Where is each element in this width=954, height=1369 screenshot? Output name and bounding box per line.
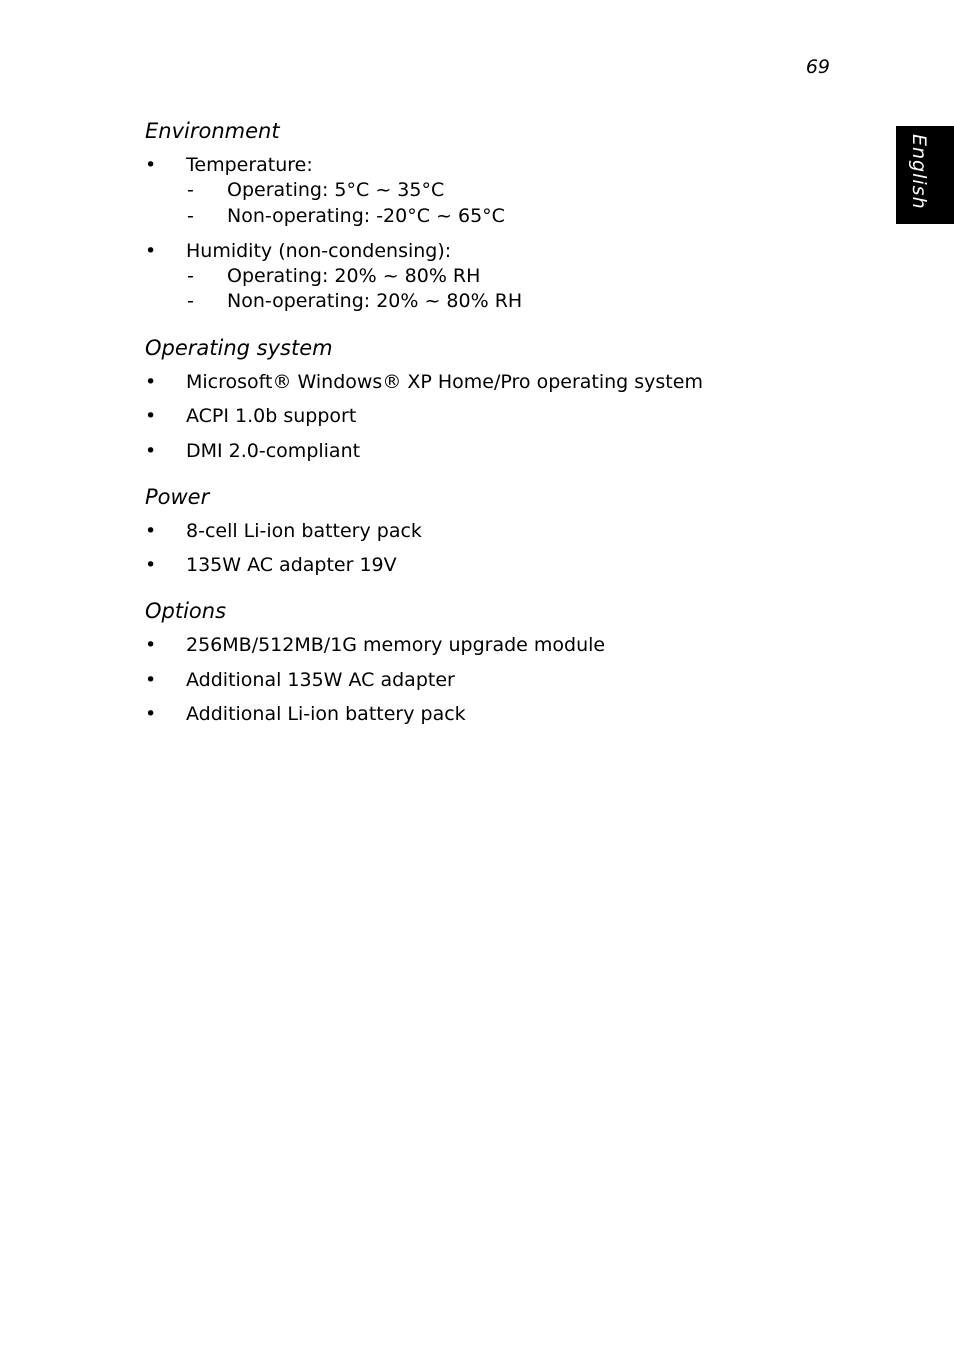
bullet-mark: • [145, 239, 157, 262]
bullet-mark: • [145, 405, 157, 427]
section-heading: Power [145, 484, 210, 509]
bullet-mark: • [145, 439, 157, 462]
sub-list-item-text: Non-operating: 20% ~ 80% RH [227, 290, 523, 312]
list-item-text: Microsoft® Windows® XP Home/Pro operating system [186, 370, 703, 393]
section-heading: Environment [145, 119, 280, 143]
sub-list [186, 178, 845, 229]
sub-list-item [186, 204, 845, 230]
list-item-text: 256MB/512MB/1G memory upgrade module [186, 634, 606, 656]
list-item [145, 553, 845, 578]
dash-mark: - [187, 264, 194, 287]
list-item-text: 135W AC adapter 19V [186, 554, 397, 576]
language-side-tab [896, 126, 954, 224]
sub-list-item-text: Operating: 5°C ~ 35°C [227, 179, 445, 201]
list-item-text: 8-cell Li-ion battery pack [186, 519, 422, 542]
sub-list-item-text: Non-operating: -20°C ~ 65°C [227, 204, 505, 227]
bullet-mark: • [145, 554, 157, 576]
list-item [145, 519, 845, 544]
list-item [145, 439, 845, 464]
bullet-mark: • [145, 519, 157, 542]
sub-list [186, 264, 845, 315]
bullet-list [145, 633, 845, 727]
section-heading: Options [145, 599, 227, 623]
list-item [145, 370, 845, 395]
section-operating-system [145, 333, 845, 464]
spec-content [145, 116, 845, 745]
bullet-list [145, 519, 845, 579]
bullet-mark: • [145, 634, 157, 656]
list-item [145, 668, 845, 693]
list-item-text: Additional 135W AC adapter [186, 668, 455, 691]
list-item-text: DMI 2.0-compliant [186, 439, 361, 462]
dash-mark: - [187, 204, 194, 227]
section-heading: Operating system [145, 335, 333, 360]
dash-mark: - [187, 290, 194, 312]
dash-mark: - [187, 179, 194, 201]
bullet-list [145, 370, 845, 464]
sub-list-item [186, 289, 845, 315]
sub-list-item [186, 264, 845, 290]
list-item-text: Temperature: [186, 154, 313, 176]
list-item [145, 702, 845, 727]
bullet-mark: • [145, 370, 157, 393]
list-item [145, 633, 845, 658]
section-power [145, 482, 845, 579]
page-number: 69 [805, 56, 830, 78]
list-item-text: ACPI 1.0b support [186, 405, 357, 427]
section-environment [145, 116, 845, 315]
list-item [145, 153, 845, 229]
sub-list-item-text: Operating: 20% ~ 80% RH [227, 264, 481, 287]
bullet-mark: • [145, 154, 157, 176]
list-item [145, 404, 845, 429]
bullet-list [145, 153, 845, 315]
list-item-text: Additional Li-ion battery pack [186, 703, 466, 725]
list-item [145, 239, 845, 315]
section-options [145, 596, 845, 727]
language-side-tab-label: English [908, 134, 930, 210]
bullet-mark: • [145, 703, 157, 725]
bullet-mark: • [145, 668, 157, 691]
sub-list-item [186, 178, 845, 204]
list-item-text: Humidity (non-condensing): [186, 239, 452, 262]
